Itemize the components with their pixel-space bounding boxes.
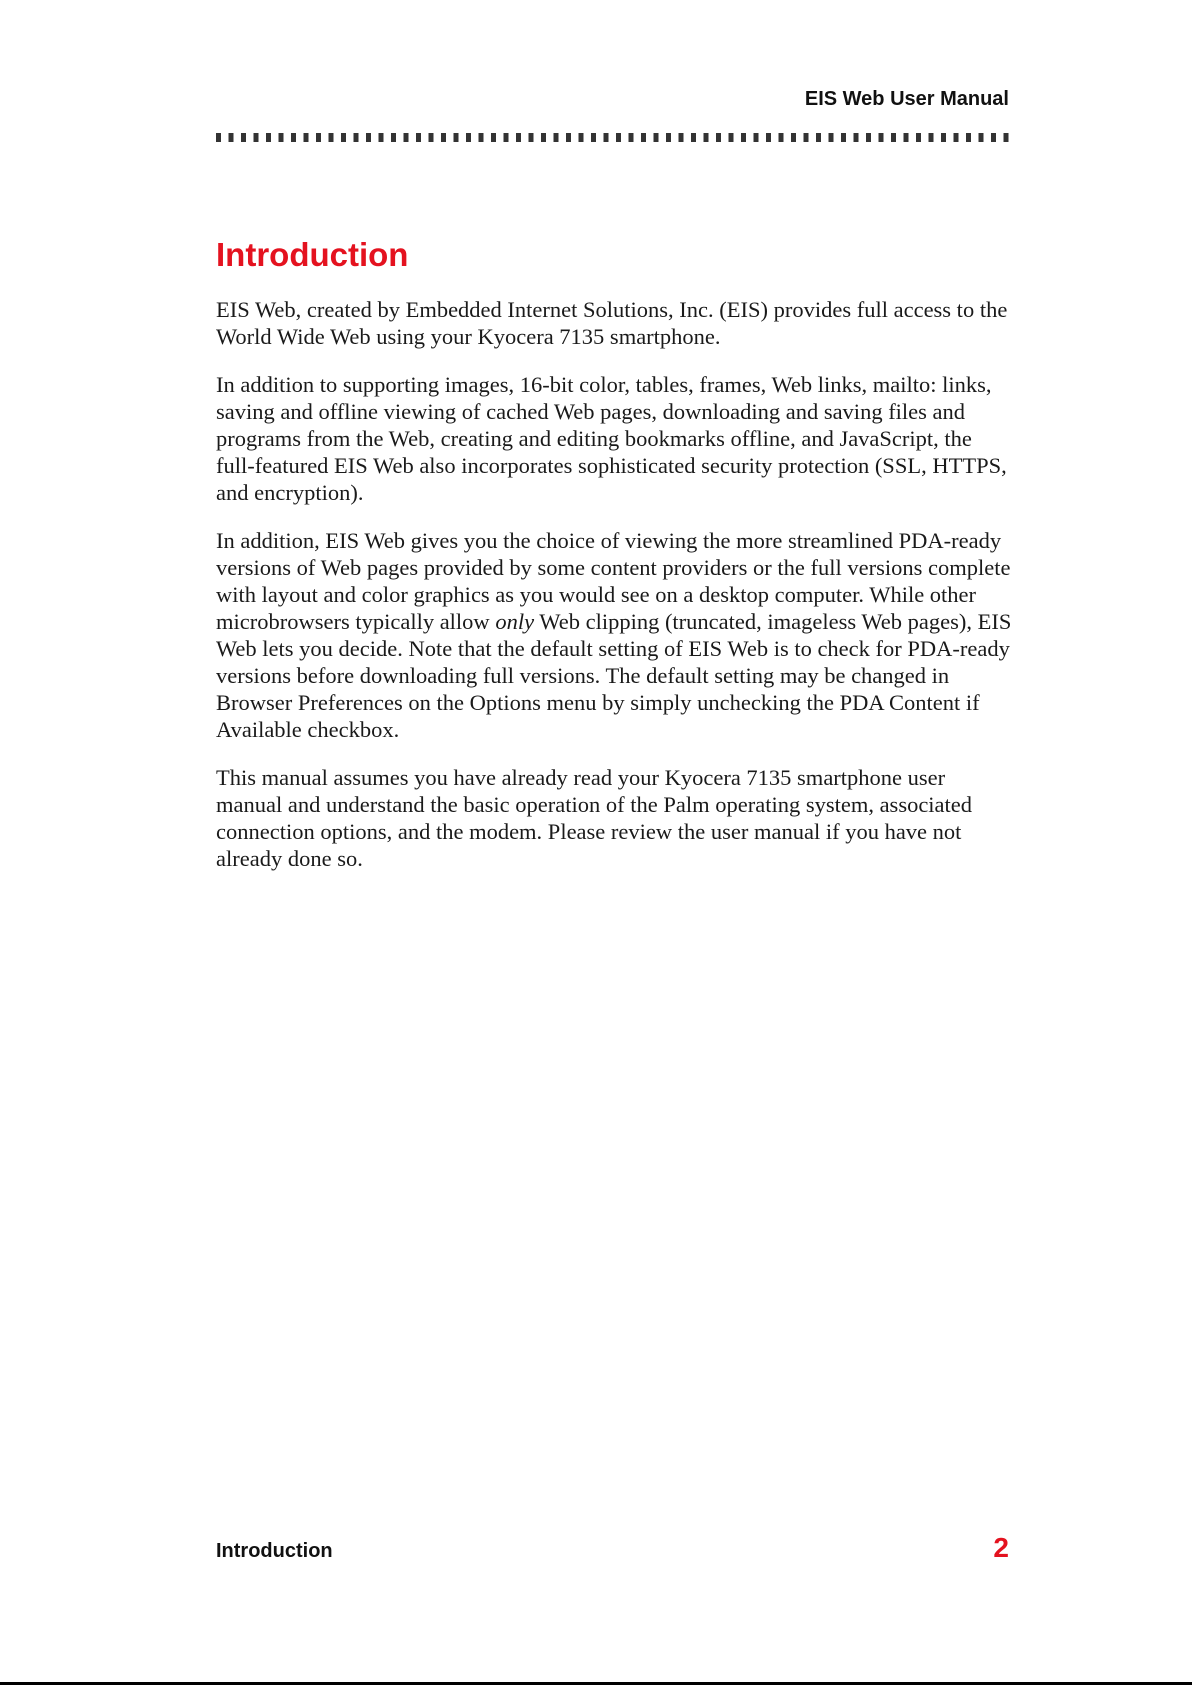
emphasis-only: only	[495, 609, 535, 634]
paragraph-3-text-after: Web clipping (truncated, imageless Web pages), EIS Web lets you decide. Note that the default setting of EIS Web is to check for PDA-ready versions before downloading full versions. The default setting may be changed in Browser Preferences on the Options menu by simply unchecking the PDA Content if Available checkbox.	[216, 609, 1012, 742]
running-header: EIS Web User Manual	[804, 88, 1009, 110]
paragraph-3	[216, 527, 1016, 743]
dotted-divider	[216, 133, 1012, 142]
page-number: 2	[993, 1532, 1009, 1563]
body-text	[216, 296, 1016, 893]
paragraph-2: In addition to supporting images, 16-bit color, tables, frames, Web links, mailto: links, saving and offline viewing of cached Web pages, downloading and saving files and programs from the Web, creating and editing bookmarks offline, and JavaScript, the full-featured EIS Web also incorporates sophisticated security protection (SSL, HTTPS, and encryption).	[216, 372, 1007, 505]
paragraph-1: EIS Web, created by Embedded Internet Solutions, Inc. (EIS) provides full access to the World Wide Web using your Kyocera 7135 smartphone.	[216, 297, 1008, 349]
paragraph-3-text-before: In addition, EIS Web gives you the choice of viewing the more streamlined PDA-ready versions of Web pages provided by some content providers or the full versions complete with layout and color graphics as you would see on a desktop computer. While other microbrowsers typically allow	[216, 528, 1011, 634]
section-title: Introduction	[216, 236, 409, 273]
paragraph-4: This manual assumes you have already read your Kyocera 7135 smartphone user manual and understand the basic operation of the Palm operating system, associated connection options, and the modem. Please review the user manual if you have not already done so.	[216, 765, 973, 871]
footer-section-title: Introduction	[216, 1540, 333, 1562]
